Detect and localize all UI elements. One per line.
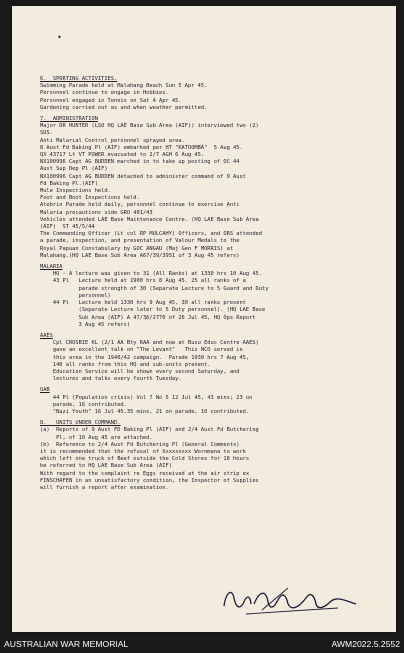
text-line: (Separate Lecture later to 5 Duty personnel). (HQ LAE Base <box>40 307 266 314</box>
text-line: Royal Papuan Constabulary by GOC ANGAU (Maj Gen F MORRIS) at <box>40 245 234 252</box>
text-line: Aust Sup Dep Pl (AIF) <box>40 166 108 173</box>
text-line: Vehicles attended LAE Base Maintenance Centre. (HQ LAE Base Sub Area <box>40 216 259 223</box>
page-mark: • <box>57 33 62 42</box>
section-heading: 8. UNITS UNDER COMMAND. <box>40 420 121 427</box>
section-heading: MALARIA <box>40 264 63 271</box>
section-heading: 7. ADMINISTRATION <box>40 116 98 123</box>
text-line: Swimming Parade held at Malahang Beach Sun 5 Apr 45. <box>40 83 208 90</box>
text-line: 3 Aug 45 refers) <box>40 321 131 328</box>
section-heading: 6. SPORTING ACTIVITIES. <box>40 76 118 82</box>
signature-image <box>216 584 366 618</box>
text-line: Personnel engaged in Tennis on Sat 4 Apr 45. <box>40 97 182 104</box>
document-page <box>12 6 396 632</box>
text-line: a parade, inspection, and presentation of Valour Medals to the <box>40 238 240 245</box>
text-line: 43 Pl Lecture held at 1900 hrs 8 Aug 45. 25 all ranks of a <box>40 278 246 285</box>
text-line: Gardening carried out as and when weather permitted. <box>40 104 208 111</box>
text-line: Education Service will be shown every second Saturday, and <box>40 368 240 375</box>
text-line: FINSCHAFEN in an unsatisfactory condition, the Inspector of Supplies <box>40 477 259 484</box>
text-line: Cpl CROSBIE KL (2/1 AA Bty RAA and now at Busu Educ Centre AAES) <box>40 340 259 347</box>
text-line: 140 all ranks from this HQ and sub-units present. <box>40 361 211 368</box>
text-line: NX100996 Capt AG BUDDEN marched in to take up posting of OC 44 <box>40 159 240 166</box>
section-heading: AAES <box>40 332 53 339</box>
text-line: gave an excellent talk on "The Levant" This NCO served in <box>40 347 243 354</box>
text-line: 44 Pl Lecture held 1330 hrs 9 Aug 45, 30 all ranks present <box>40 300 246 307</box>
text-line: Pl, of 10 Aug 45 are attached. <box>40 434 153 441</box>
text-line: Foot and Boot Inspections held. <box>40 195 140 202</box>
text-line: The Commanding Officer (Lt col RP MULCAHY) Officers, and ORS attended <box>40 231 262 238</box>
text-line: personnel) <box>40 292 111 299</box>
text-line: which left one truck of Beef outside the Cold Stores for 18 hours <box>40 456 250 463</box>
text-line: With regard to the complaint re Eggs received at the air strip ex <box>40 470 250 477</box>
text-line: Fd Baking Pl.(AIF) <box>40 180 98 187</box>
text-line: Sub Area (AIF) A 47/36/2770 of 26 Jul 45, HQ Ops Report <box>40 314 256 321</box>
text-line: be referred to HQ LAE Base Sub Area (AIF) <box>40 463 172 470</box>
text-line: 8 Aust Fd Baking Pl (AIF) embarked per HT "KATOOMBA" 5 Aug 45. <box>40 144 243 151</box>
text-line: (b) Reference to 2/4 Aust Fd Butchering Pl (General Comments) <box>40 441 240 448</box>
archive-name: AUSTRALIAN WAR MEMORIAL <box>4 639 129 649</box>
text-line: (a) Reports of 9 Aust FD Baking Pl (AIF) and 2/4 Aust Fd Butchering <box>40 427 259 434</box>
text-line: Malahang.(HQ LAE Base Sub Area A67/39/3951 of 3 Aug 45 refers) <box>40 252 240 259</box>
text-line: lectures and talks every fourth Tuesday. <box>40 376 182 383</box>
text-line: Major DR HUNTER (LSO HQ LAE Base Sub Area (AIF)) interviewed two (2) <box>40 123 259 130</box>
text-line: NX100996 Capt AG BUDDEN detached to administer command of 9 Aust <box>40 173 246 180</box>
archive-reference: AWM2022.5.2552 <box>331 639 400 649</box>
text-line: HQ - A lecture was given to 31 (All Ranks) at 1330 hrs 10 Aug 45. <box>40 271 262 278</box>
text-line: "Nazi Youth" 16 Jul 45,35 mins, 21 on parade, 10 contributed. <box>40 408 250 415</box>
text-line: parade strength of 30 (Separate Lecture to 5 Guard and Duty <box>40 285 269 292</box>
section-heading: OAB <box>40 387 50 394</box>
text-line: Mule Inspections held. <box>40 188 111 195</box>
document-body <box>40 72 386 492</box>
text-line: (AIF) ST 45/5/44 <box>40 224 95 231</box>
text-line: SUS. <box>40 130 53 137</box>
text-line: parade, 16 contributed. <box>40 401 127 408</box>
text-line: Malaria precautions vide GRO 401/43 <box>40 209 153 216</box>
archive-footer <box>0 636 404 653</box>
text-line: QX 43717 Lt VT POWER evacuated to 2/7 AGH 6 Aug 45. <box>40 152 205 159</box>
text-line: Anti Malarial Control personnel sprayed area. <box>40 137 185 144</box>
text-line: this area in the 1940/42 campaign. Parade 1930 hrs 7 Aug 45, <box>40 354 250 361</box>
text-line: Personnel continue to engage in Hobbies. <box>40 90 169 97</box>
text-line: will furnish a report after examination. <box>40 484 169 491</box>
text-line: it is recommended that the refusal of Xxxxxxxxx Wornmana to work <box>40 448 246 455</box>
text-line: Atebrin Parade held daily, personnel continue to exercise Anti <box>40 202 240 209</box>
text-line: 44 Pl (Population crisis) Vol 7 No 5 12 Jul 45, 43 mins; 23 on <box>40 394 253 401</box>
